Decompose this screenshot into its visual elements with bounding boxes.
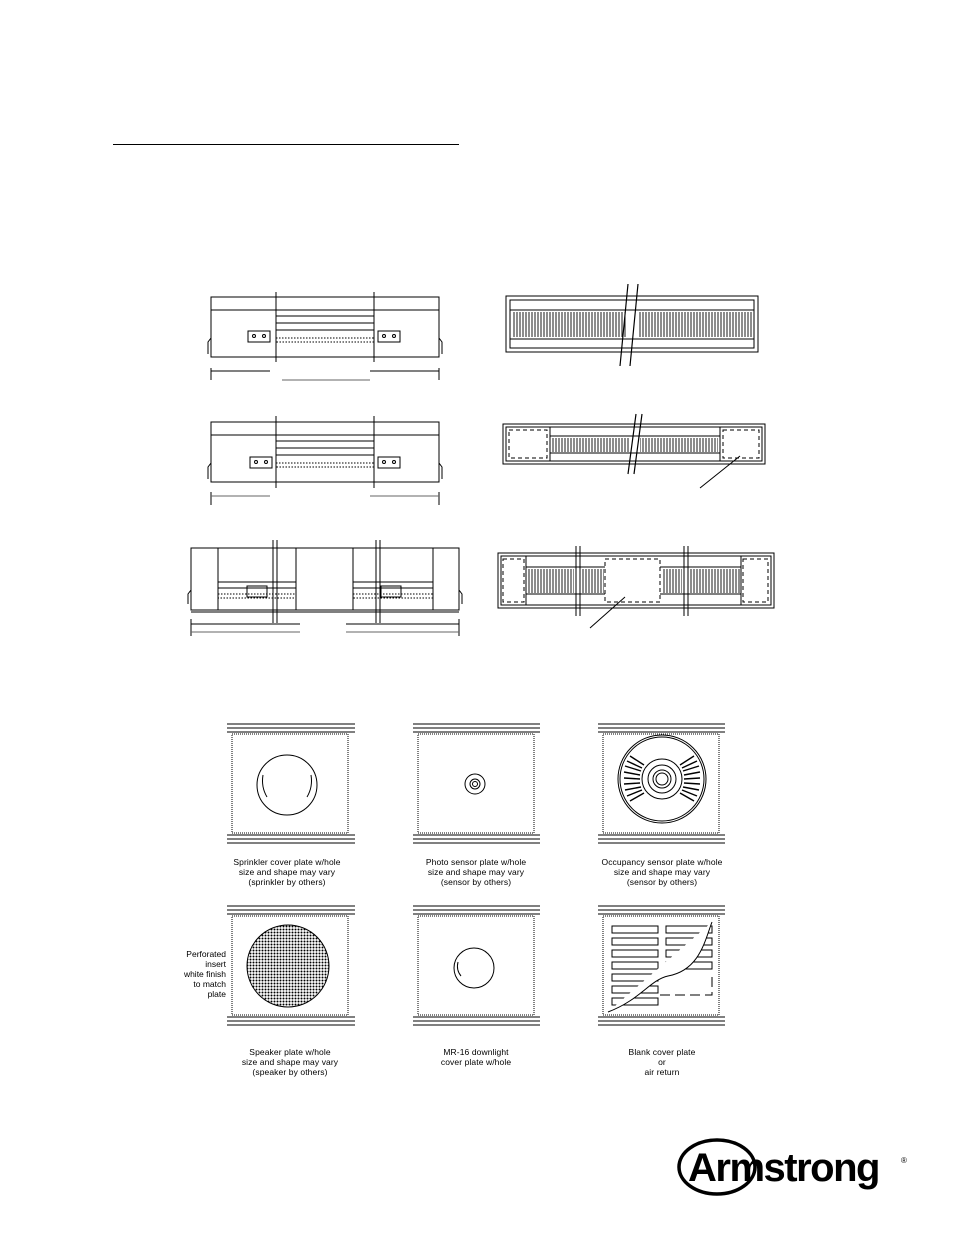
caption-blank: Blank cover plate or air return — [628, 1047, 696, 1077]
caption-occupancy: Occupancy sensor plate w/hole size and shape may vary (sensor by others) — [601, 857, 723, 887]
logo-wordmark: Armstrong — [688, 1146, 879, 1190]
caption-sprinkler: Sprinkler cover plate w/hole size and shape may vary (sprinkler by others) — [233, 857, 341, 887]
caption-speaker: Speaker plate w/hole size and shape may vary (speaker by others) — [241, 1047, 339, 1077]
caption-mr16: MR-16 downlight cover plate w/hole — [440, 1047, 512, 1067]
caption-photo: Photo sensor plate w/hole size and shape may vary (sensor by others) — [425, 857, 527, 887]
logo-registered-mark: ® — [901, 1156, 907, 1165]
perforated-insert-note: Perforated insert white finish to match plate — [183, 949, 226, 999]
